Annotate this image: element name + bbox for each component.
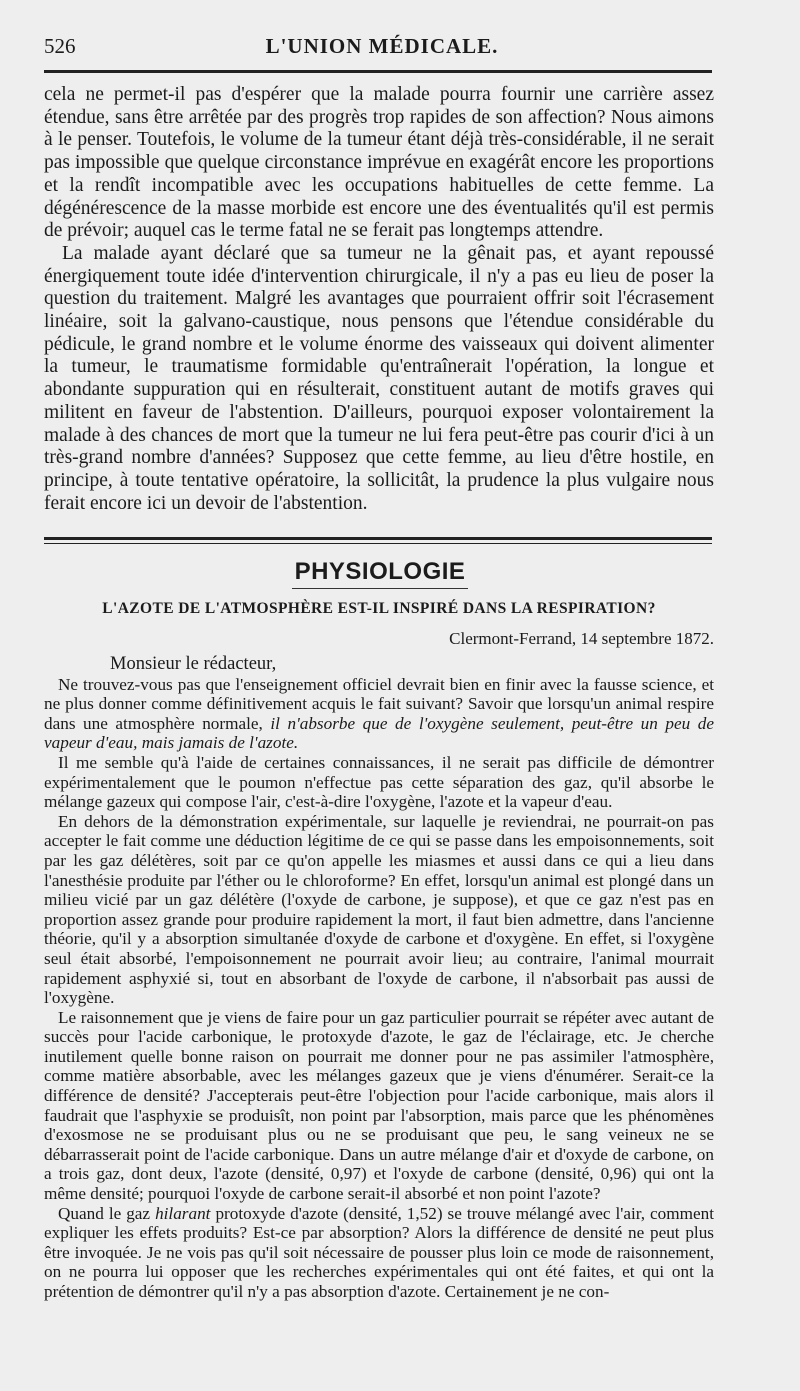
title-rule xyxy=(292,588,468,589)
paragraph-text: Ne trouvez-vous pas que l'enseignement officiel devrait bien en finir avec la fausse science, et ne plus donner comme définitivement acquis le fait suivant? Savoir que lorsqu'un animal respire dans une atmosphère normale, xyxy=(44,674,714,733)
salutation: Monsieur le rédacteur, xyxy=(110,654,277,674)
dateline: Clermont-Ferrand, 14 septembre 1872. xyxy=(449,629,714,648)
paragraph xyxy=(44,675,714,753)
paragraph-text: Quand le gaz xyxy=(58,1203,156,1223)
article-title: L'AZOTE DE L'ATMOSPHÈRE EST-IL INSPIRÉ DANS LA RESPIRATION? xyxy=(102,600,656,617)
italic-word: hilarant xyxy=(155,1203,211,1223)
section-rule xyxy=(44,543,712,544)
paragraph: Le raisonnement que je viens de faire pour un gaz particulier pourrait se répéter avec autant de succès pour l'acide carbonique, le protoxyde d'azote, le gaz de l'éclairage, etc. Je cherche inutilement quelle bonne raison on pourrait me donner pour ne pas assimiler l'atmosphère, comme matière absorbable, avec les mélanges gazeux que je viens d'énumérer. Serait-ce la différence de densité? J'accepterais peut-être l'objection pour l'acide carbonique, mais alors il faudrait que l'asphyxie se produisît, non point par l'absorption, mais parce que les phénomènes d'exosmose ne se produisant plus ou ne se produisant que peu, le sang veineux ne se débarrasserait point de l'acide carbonique. Dans un autre mélange d'air et d'oxyde de carbone, on a trois gaz, dont deux, l'azote (densité, 0,97) et l'oxyde de carbone (densité, 0,96) qui ont la même densité; pourquoi l'oxyde de carbone serait-il absorbé et non point l'azote? xyxy=(44,1007,714,1204)
paragraph-text: protoxyde d'azote (densité, 1,52) se trouve mélangé avec l'air, comment expliquer les effets produits? Est-ce par absorption? Alors la différence de densité ne peut plus être invoquée. Je ne vois pas qu'il soit nécessaire de pousser plus loin ce mode de raisonnement, on ne pourra lui opposer que les recherches expérimentales qui ont été faites, et qui ont la prétention de démontrer qu'il n'y a pas absorption d'azote. Certainement je ne con- xyxy=(44,1203,714,1301)
article-continuation xyxy=(44,84,714,515)
paragraph: La malade ayant déclaré que sa tumeur ne la gênait pas, et ayant repoussé énergiquement toute idée d'intervention chirurgicale, il n'y a pas eu lieu de poser la question du traitement. Malgré les avantages que pourraient offrir soit l'écrasement linéaire, soit la galvano-caustique, nous pensons que l'étendue considérable du pédicule, le grand nombre et le volume énorme des vaisseaux qui doivent alimenter la tumeur, le traumatisme formidable qu'entraînerait l'opération, la longue et abondante suppuration qui en résulterait, constituent autant de motifs graves qui militent en faveur de l'abstention. D'ailleurs, pourquoi exposer volontairement la malade à des chances de mort que la tumeur ne lui fera peut-être pas courir d'ici à un très-grand nombre d'années? Supposez que cette femme, au lieu d'être hostile, en principe, à toute tentative opératoire, la sollicitât, la prudence la plus vulgaire nous ferait encore ici un devoir de l'abstention. xyxy=(44,242,714,514)
page-header xyxy=(44,34,720,68)
header-rule xyxy=(44,70,712,73)
page-number: 526 xyxy=(44,34,76,58)
letter-body xyxy=(44,655,714,1302)
italic-quote: il n'absorbe que de l'oxygène seulement, peut-être un peu de vapeur d'eau, mais jamais de l'azote. xyxy=(44,713,714,753)
paragraph xyxy=(44,1204,714,1302)
section-heading: PHYSIOLOGIE xyxy=(294,558,466,585)
paragraph: cela ne permet-il pas d'espérer que la malade pourra fournir une carrière assez étendue, sans être arrêtée par des progrès trop rapides de son affection? Nous aimons à le penser. Toutefois, le volume de la tumeur étant déjà très-considérable, il ne serait pas impossible que quelque circonstance imprévue en exagérât encore les proportions et la rendît incompatible avec les occupations habituelles de cette femme. La dégénérescence de la masse morbide est encore une des éventualités qu'il est permis de prévoir; auquel cas le terme fatal ne se ferait pas longtemps attendre. xyxy=(44,84,714,242)
section-rule xyxy=(44,537,712,540)
running-title: L'UNION MÉDICALE. xyxy=(265,34,499,58)
paragraph: En dehors de la démonstration expérimentale, sur laquelle je reviendrai, ne pourrait-on pas accepter le fait comme une déduction légitime de ce qui se passe dans les empoisonnements, soit par les gaz délétères, soit par ce qu'on appelle les miasmes et aussi dans ce qui a lieu dans l'anesthésie produite par l'éther ou le chloroforme? En effet, lorsqu'un animal est plongé dans un milieu vicié par un gaz délétère (l'oxyde de carbone, je suppose), et que ce gaz n'est pas en proportion assez grande pour produire rapidement la mort, il faut bien admettre, dans l'ancienne théorie, qu'il y a absorption simultanée d'oxyde de carbone et d'oxygène. En effet, si l'oxygène seul était absorbé, l'empoisonnement ne pourrait avoir lieu; au contraire, l'animal mourrait rapidement asphyxié si, tout en absorbant de l'oxyde de carbone, il n'absorbait pas aussi de l'oxygène. xyxy=(44,811,714,1008)
paragraph: Il me semble qu'à l'aide de certaines connaissances, il ne serait pas difficile de démontrer expérimentalement que le poumon n'effectue pas cette séparation des gaz, qu'il absorbe le mélange gazeux qui compose l'air, c'est-à-dire l'oxygène, l'azote et la vapeur d'eau. xyxy=(44,752,714,812)
